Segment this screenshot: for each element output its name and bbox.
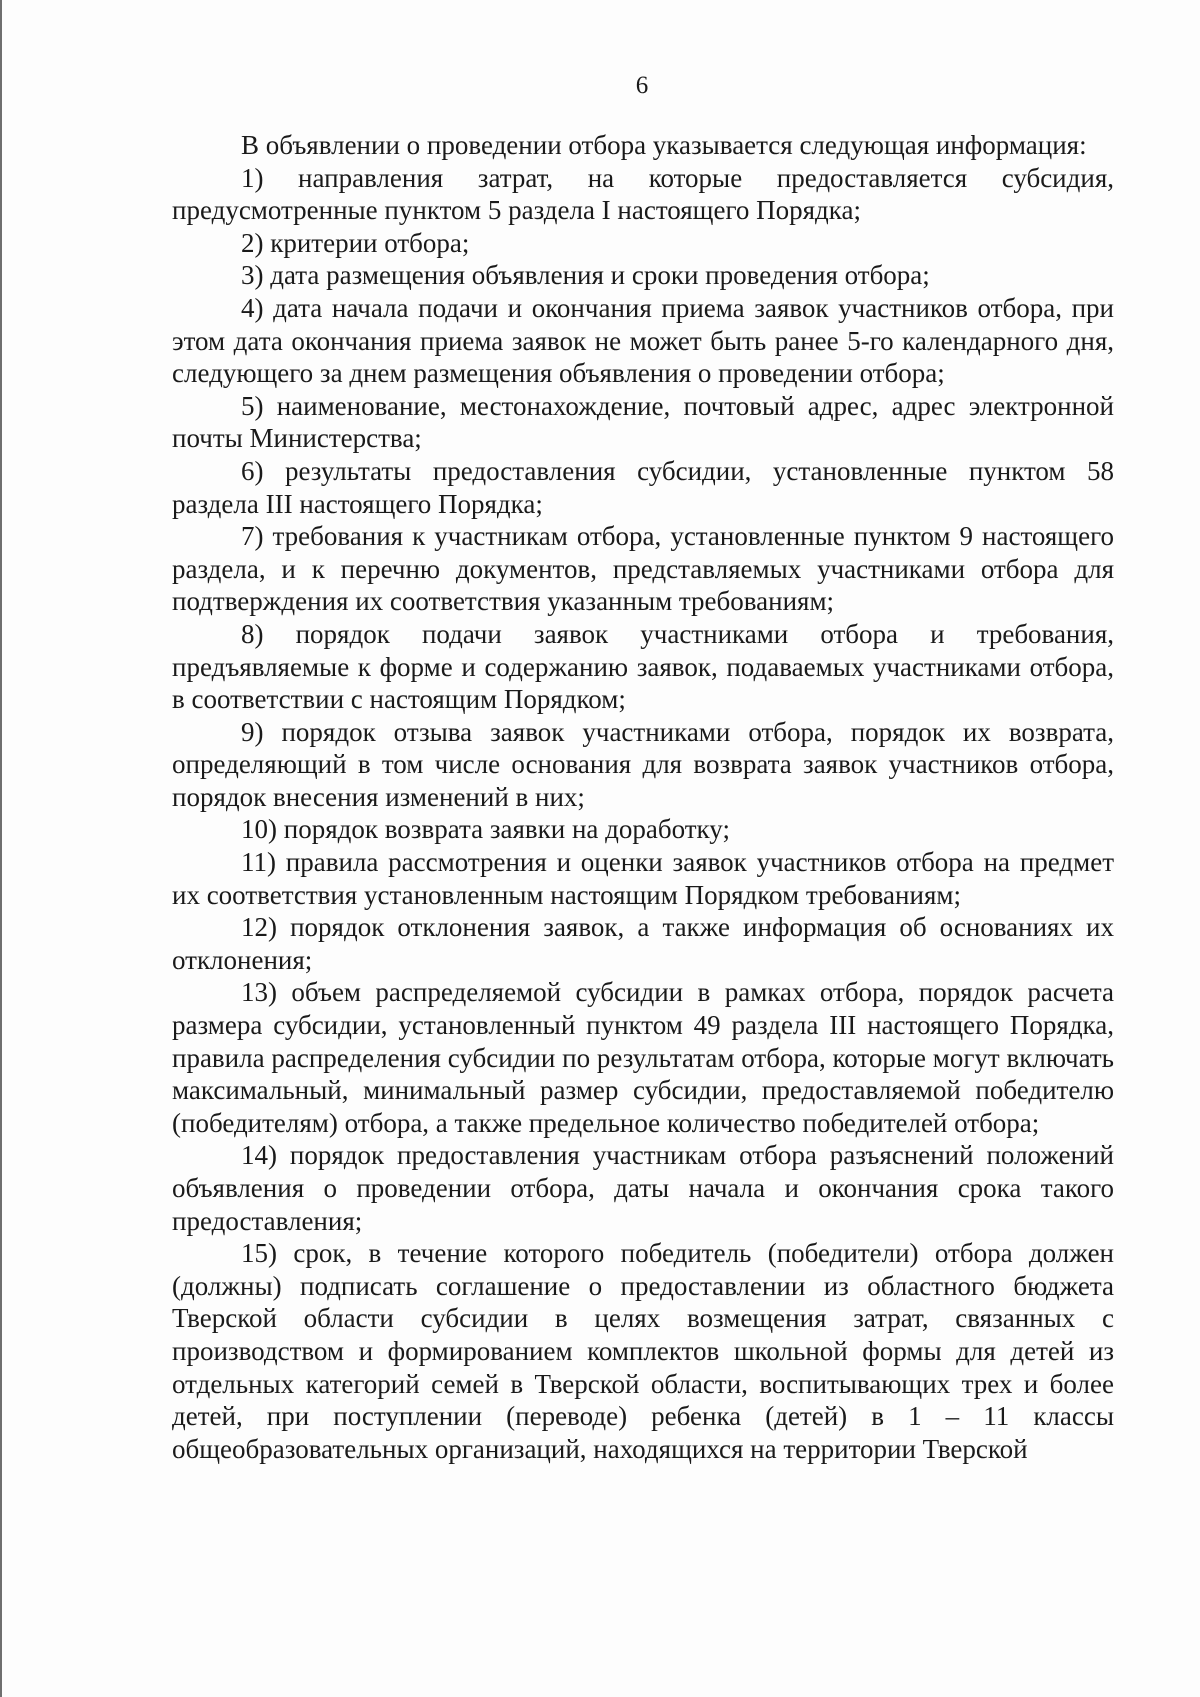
list-item-8: 8) порядок подачи заявок участниками отбора и требования, предъявляемые к форме и содержанию заявок, подаваемых участниками отбора, в соответствии с настоящим Порядком; xyxy=(172,618,1114,715)
page-number: 6 xyxy=(635,72,649,99)
document-body xyxy=(172,129,1114,1465)
list-item-7: 7) требования к участникам отбора, установленные пунктом 9 настоящего раздела, и к перечню документов, представляемых участниками отбора для подтверждения их соответствия указанным требованиям; xyxy=(172,521,1114,617)
paragraph-intro: В объявлении о проведении отбора указывается следующая информация: xyxy=(241,130,1087,160)
list-item-9: 9) порядок отзыва заявок участниками отбора, порядок их возврата, определяющий в том числе основания для возврата заявок участников отбора, порядок внесения изменений в них; xyxy=(172,716,1114,812)
list-item-11: 11) правила рассмотрения и оценки заявок участников отбора на предмет их соответствия установленным настоящим Порядком требованиям; xyxy=(172,847,1114,910)
list-item-14: 14) порядок предоставления участникам отбора разъяснений положений объявления о проведении отбора, даты начала и окончания срока такого предоставления; xyxy=(172,1140,1114,1236)
list-item-1: 1) направления затрат, на которые предоставляется субсидия, предусмотренные пунктом 5 раздела I настоящего Порядка; xyxy=(172,162,1114,226)
list-item-4: 4) дата начала подачи и окончания приема заявок участников отбора, при этом дата окончания приема заявок не может быть ранее 5-го календарного дня, следующего за днем размещения объявления о проведении отбора; xyxy=(172,292,1114,389)
page-edge-shadow xyxy=(0,0,2,1697)
list-item-3: 3) дата размещения объявления и сроки проведения отбора; xyxy=(241,260,930,291)
list-item-12: 12) порядок отклонения заявок, а также информация об основаниях их отклонения; xyxy=(172,912,1114,975)
list-item-5: 5) наименование, местонахождение, почтовый адрес, адрес электронной почты Министерства; xyxy=(172,390,1114,454)
list-item-2: 2) критерии отбора; xyxy=(241,227,470,258)
list-item-13: 13) объем распределяемой субсидии в рамках отбора, порядок расчета размера субсидии, установленный пунктом 49 раздела III настоящего Порядка, правила распределения субсидии по результатам отбора, которые могут включать максимальный, минимальный размер субсидии, предоставляемой победителю (победителям) отбора, а также предельное количество победителей отбора; xyxy=(172,977,1114,1138)
list-item-6: 6) результаты предоставления субсидии, установленные пунктом 58 раздела III настоящего Порядка; xyxy=(172,455,1114,519)
list-item-10: 10) порядок возврата заявки на доработку; xyxy=(241,814,730,845)
list-item-15: 15) срок, в течение которого победитель (победители) отбора должен (должны) подписать соглашение о предоставлении из областного бюджета Тверской области субсидии в целях возмещения затрат, связанных с производством и формированием комплектов школьной формы для детей из отдельных категорий семей в Тверской области, воспитывающих трех и более детей, при поступлении (переводе) ребенка (детей) в 1 – 11 классы общеобразовательных организаций, находящихся на территории Тверской xyxy=(172,1238,1114,1464)
